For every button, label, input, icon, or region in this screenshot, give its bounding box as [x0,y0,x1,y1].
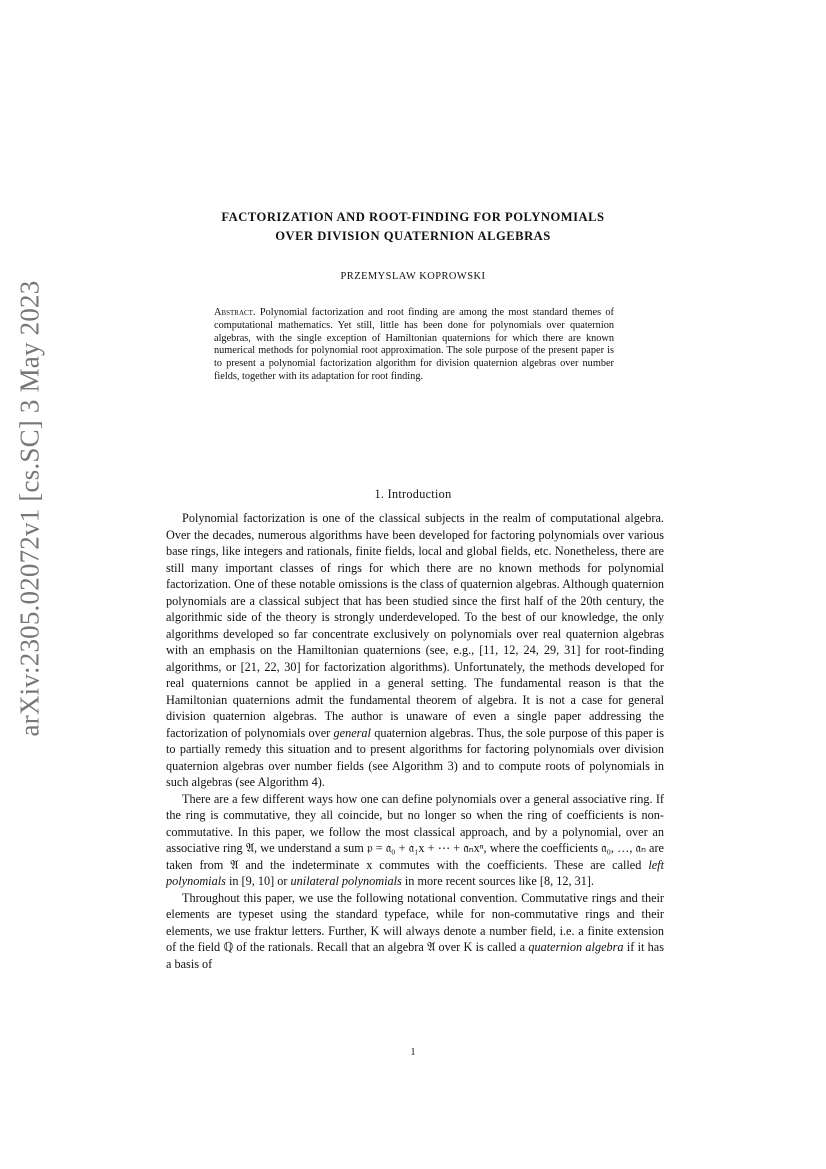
emphasis-left-polynomials: left polynomials [166,857,664,888]
paragraph-1-text: Polynomial factorization is one of the classical subjects in the realm of computational algebra. Over the decades, numerous algorithms have been developed for factoring polynomials over various base rings, like integers and rationals, finite fields, local and global fields, etc. Nonetheless, there are still many important classes of rings for which there are no known methods for polynomial factorization. One of these notable omissions is the class of quaternion algebras. Although quaternion polynomials are a classical subject that has been studied since the first half of the 20th century, the algorithmic side of the theory is strongly underdeveloped. To the best of our knowledge, the only algorithms developed so far concentrate exclusively on polynomials over real quaternion algebras with an emphasis on the Hamiltonian quaternions (see, e.g., [11, 12, 24, 29, 31] for root-finding algorithms, or [21, 22, 30] for factorization algorithms). Unfortunately, the methods developed for real quaternions cannot be applied in a general setting. The fundamental reason is that the Hamiltonian quaternions admit the fundamental theorem of algebra. It is not a case for general division quaternion algebras. The author is unaware of even a single paper addressing the factorization of polynomials over [166,511,664,740]
author-name: PRZEMYSLAW KOPROWSKI [340,271,486,282]
paragraph-1-text-cont: quaternion algebras. Thus, the sole purpose of this paper is to partially remedy this situation and to present algorithms for factoring polynomials over division quaternion algebras over number fields (see Algorithm 3) and to compute roots of polynomials in such algebras (see Algorithm 4). [166,725,665,789]
emphasis-unilateral-polynomials: unilateral polynomials [290,874,402,888]
abstract-heading: Abstract. [214,307,256,318]
paragraph-1 [166,510,664,791]
abstract [214,307,614,384]
paragraph-2-text-end: in more recent sources like [8, 12, 31]. [404,874,595,888]
emphasis-general: general [333,725,371,740]
paragraph-3-text-cont: if it has a basis of [166,940,665,971]
emphasis-quaternion-algebra: quaternion algebra [528,940,624,954]
section-heading: 1. Introduction [374,487,452,501]
arxiv-identifier [6,280,54,736]
paragraph-2-text: There are a few different ways how one can define polynomials over a general associative ring. If the ring is commutative, they all coincide, but no longer so when the ring of coefficients is non-commutative. In this paper, we follow the most classical approach, and by a polynomial, over an associative ring 𝔄, we understand a sum 𝔭 = 𝔞₀ + 𝔞₁x + ⋯ + 𝔞ₙxⁿ, where the coefficients 𝔞₀, …, 𝔞ₙ are taken from 𝔄 and the indeterminate x commutes with the coefficients. These are called [166,791,664,872]
paragraph-2-text-cont: in [9, 10] or [228,874,288,888]
paragraph-3 [166,890,664,973]
paragraph-2 [166,791,664,890]
paper-title [150,208,676,246]
paragraph-3-text: Throughout this paper, we use the following notational convention. Commutative rings and their elements are typeset using the standard typeface, while for non-commutative rings and their elements, we use fraktur letters. Further, K will always denote a number field, i.e. a finite extension of the field ℚ of the rationals. Recall that an algebra 𝔄 over K is called a [166,890,664,954]
title-line-1: FACTORIZATION AND ROOT-FINDING FOR POLYNOMIALS [221,210,605,224]
arxiv-identifier-text: arXiv:2305.02072v1 [cs.SC] 3 May 2023 [14,280,45,736]
body-text [166,510,664,972]
page-number: 1 [410,1047,416,1058]
title-line-2: OVER DIVISION QUATERNION ALGEBRAS [275,229,551,243]
abstract-text: Polynomial factorization and root finding are among the most standard themes of computational mathematics. Yet still, little has been done for polynomials over quaternion algebras, with the single exception of Hamiltonian quaternions for which there are known numerical methods for polynomial root approximation. The sole purpose of the present paper is to present a polynomial factorization algorithm for division quaternion algebras over number fields, together with its adaptation for root finding. [214,307,614,382]
